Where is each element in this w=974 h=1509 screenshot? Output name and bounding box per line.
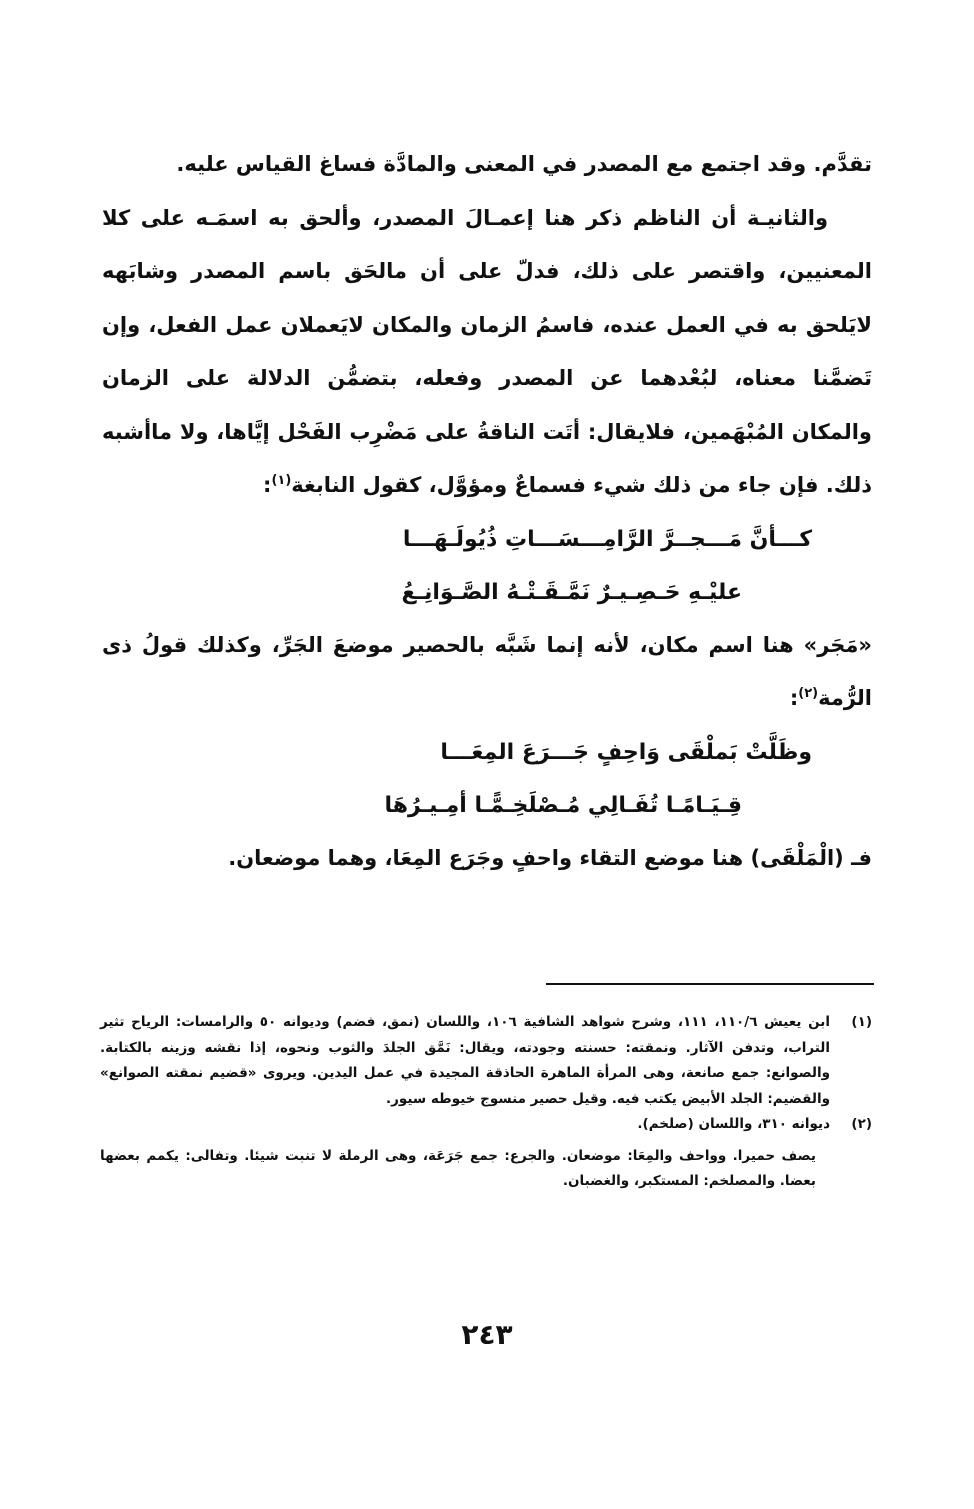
footnote-1-marker: (١): [851, 1014, 872, 1030]
verse-2-line-2: قِـيَـامًـا تُفَـالِي مُـصْلَخِـمًّـا أمِـيـرُهَا: [384, 792, 742, 818]
verse-1-line-2: عليْـهِ حَـصِـيـرٌ نَمَّـقَـتْـهُ الصَّـوَانِـعُ: [401, 579, 742, 605]
verse-2-line-1: وظَلَّتْ بَملْقَى وَاحِفٍ جَـــرَعَ المِعَـــا: [440, 739, 812, 765]
footnote-2-text: ديوانه ٣١٠، واللسان (صلخم).: [637, 1116, 830, 1132]
paragraph-3-text: «مَجَر» هنا اسم مكان، لأنه إنما شَبَّه بالحصير موضعَ الجَرِّ، وكذلك قولُ ذى الرُّمة: [102, 632, 872, 710]
paragraph-2-end: :: [263, 473, 272, 497]
main-text: [102, 138, 872, 885]
paragraph-2: [102, 192, 872, 513]
footnote-divider: [546, 983, 874, 985]
footnote-1-text: ابن يعيش ١١٠/٦، ١١١، وشرح شواهد الشافية ١٠٦، واللسان (نمق، فضم) وديوانه ٥٠ والرامسات: الرياح تثير التراب، وتدفن الآثار. ونمقته: حسنته وجودته، ويقال: نَمَّق الجلدَ والثوب ونحوه، إذا نقشه وزينه بالكتابة. والصوانع: جمع صانعة، وهى المرأة الماهرة الحاذقة المجيدة في عمل اليدين. ويروى «قضيم نمقته الصوانع» والقضيم: الجلد الأبيض يكتب فيه. وقيل حصير منسوج خيوطه سيور.: [100, 1014, 830, 1107]
paragraph-4: فـ (الْمَلْقَى) هنا موضع التقاء واحفٍ وجَرَع المِعَا، وهما موضعان.: [228, 845, 872, 870]
paragraph-2-text: والثانيـة أن الناظم ذكر هنا إعمـالَ المصدر، وألحق به اسمَـه على كلا المعنيين، واقتصر على ذلك، فدلّ على أن مالحَق باسم المصدر وشابَهه لايَلحق به في العمل عنده، فاسمُ الزمان والمكان لايَعملان عمل الفعل، وإن تَضمَّنا معناه، لبُعْدهما عن المصدر وفعله، بتضمُّن الدلالة على الزمان والمكان المُبْهَمين، فلايقال: أتَت الناقةُ على مَضْرِب الفَحْل إيَّاها، ولا ماأشبه ذلك. فإن جاء من ذلك شيء فسماعٌ ومؤوَّل، كقول النابغة: [102, 205, 872, 497]
footnote-ref-1[interactable]: (١): [271, 473, 292, 488]
verse-1-line-1: كـــأنَّ مَـــجــرَّ الرَّامِـــسَـــاتِ ذُيُولَـهَـــا: [402, 526, 812, 552]
page-number: ٢٤٣: [461, 1318, 513, 1351]
paragraph-3: [102, 619, 872, 726]
footnote-1: [100, 1010, 872, 1112]
footnotes: [100, 1010, 872, 1195]
footnote-ref-2[interactable]: (٢): [798, 686, 819, 701]
footnote-2-commentary: يصف حميرا. وواحف والمِعَا: موضعان. والجرع: جمع جَرَعَة، وهى الرملة لا تنبت شيئا. وتفالى: يكمم بعضها بعضا. والمصلخم: المستكبر، والغضبان.: [100, 1147, 816, 1189]
paragraph-1: تقدَّم. وقد اجتمع مع المصدر في المعنى والمادَّة فساغ القياس عليه.: [176, 152, 872, 176]
paragraph-3-end: :: [789, 686, 799, 710]
footnote-2: [100, 1112, 872, 1138]
footnote-2-marker: (٢): [851, 1116, 872, 1132]
